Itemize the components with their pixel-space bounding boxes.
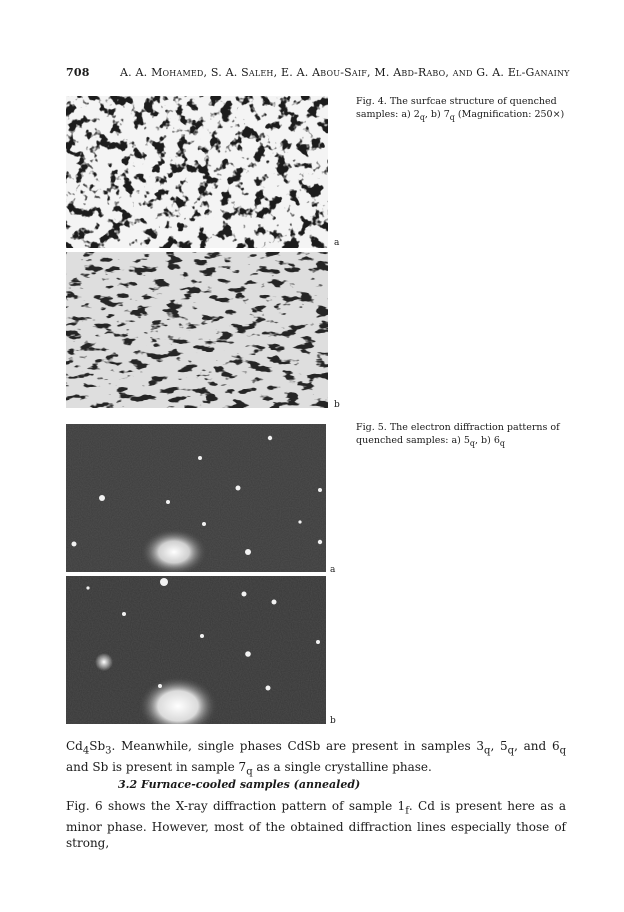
figure-5a-label: a — [330, 565, 336, 575]
figure-5b-diffraction-pattern — [66, 576, 326, 724]
figure-5-caption: Fig. 5. The electron diffraction patterns of quenched samples: a) $5_q$, b) $6_q$ — [356, 422, 560, 448]
figure-4-caption: Fig. 4. The surfcae structure of quenched samples: a) $2_q$, b) $7_q$ (Magnification: 250×) — [356, 96, 565, 122]
body-paragraph-2: Fig. 6 shows the X-ray diffraction pattern of sample $1_f$. Cd is present here as a minor phase. However, most of the obtained diffraction lines especially those of strong, — [66, 799, 567, 851]
figure-4b-label: b — [334, 400, 340, 410]
running-header-authors: A. A. Mohamed, S. A. Saleh, E. A. Abou-Saif, M. Abd-Rabo, and G. A. El-Ganainy — [120, 66, 570, 79]
section-heading: 3.2 Furnace-cooled samples (annealed) — [118, 778, 361, 791]
figure-5b-label: b — [330, 716, 336, 726]
figure-5a-diffraction-pattern — [66, 424, 326, 572]
figure-4b-micrograph — [66, 252, 328, 408]
figure-4a-label: a — [334, 238, 340, 248]
figure-4a-micrograph — [66, 96, 328, 248]
body-paragraph-1: $Cd_4Sb_3$. Meanwhile, single phases CdSb are present in samples $3_q$, $5_q$, and $6_q$ and Sb is present in sample $7_q$ as a single crystalline phase. — [66, 739, 566, 778]
page-number: 708 — [66, 66, 90, 79]
